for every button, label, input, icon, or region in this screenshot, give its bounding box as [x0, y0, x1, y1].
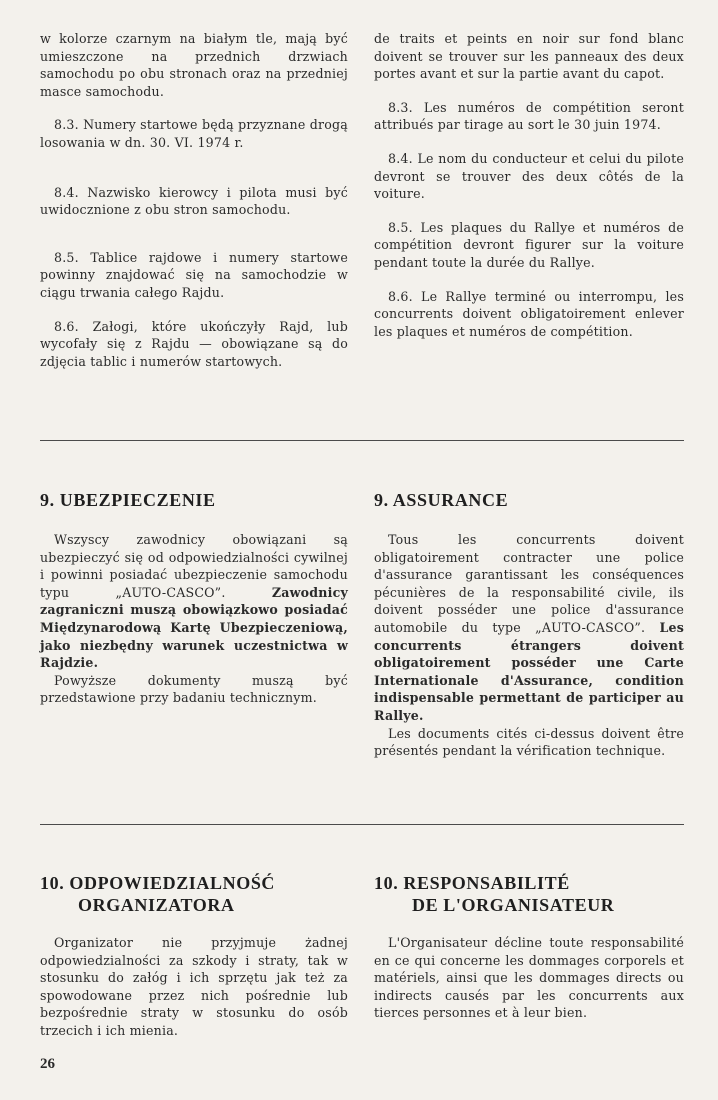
paragraph-8-5-fr: 8.5. Les plaques du Rallye et numéros de compétition devront figurer sur la voiture pendant toute la durée du Rallye. [374, 219, 684, 270]
paragraph-continuation-pl: w kolorze czarnym na białym tle, mają być umieszczone na przednich drzwiach samochodu po obu stronach oraz na przedniej masce samochodu. [40, 31, 348, 99]
section-10-title-pl-line-2: ORGANIZATORA [78, 895, 235, 915]
paragraph-8-6-pl: 8.6. Załogi, które ukończyły Rajd, lub wycofały się z Rajdu — obowiązane są do zdjęcia tablic i numerów startowych. [40, 318, 348, 369]
section-10-title-pl [40, 872, 348, 916]
section-9-title-fr: 9. ASSURANCE [374, 490, 509, 510]
paragraph-8-4-fr: 8.4. Le nom du conducteur et celui du pilote devront se trouver des deux côtés de la voiture. [374, 150, 684, 202]
section-10-title-fr [374, 872, 684, 916]
paragraph-8-4-pl: 8.4. Nazwisko kierowcy i pilota musi być uwidocznione z obu stron samochodu. [40, 184, 348, 218]
section-9-title-pl: 9. UBEZPIECZENIE [40, 490, 216, 510]
section-9-fr-bold-text: Les concurrents étrangers doivent obligatoirement posséder une Carte Internationale d'Assurance, condition indispensable permettant de participer au Rallye. [374, 619, 684, 723]
section-9-pl-text: Wszyscy zawodnicy obowiązani są ubezpieczyć się od odpowiedzialności cywilnej i powinni posiadać ubezpieczenie samochodu typu „AUTO-CASCO”. [40, 532, 348, 600]
section-10-fr-paragraph-1: L'Organisateur décline toute responsabilité en ce qui concerne les dommages corporels et matériels, ainsi que les dommages directs ou indirects causés par les concurrents aux tierces personnes et à leur bien. [374, 935, 684, 1021]
section-9-pl-bold-text: Zawodnicy zagraniczni muszą obowiązkowo posiadać Międzynarodową Kartę Ubezpieczeniową, jako niezbędny warunek uczestnictwa w Rajdzie. [40, 584, 348, 671]
paragraph-continuation-fr: de traits et peints en noir sur fond blanc doivent se trouver sur les panneaux des deux portes avant et sur la partie avant du capot. [374, 31, 684, 82]
page-number: 26 [40, 1056, 55, 1072]
divider-1 [40, 440, 684, 441]
section-9-fr-text: Tous les concurrents doivent obligatoirement contracter une police d'assurance garantissant les conséquences pécunières de la responsabilité civile, ils doivent posséder une police d'assurance automobile du type „AUTO-CASCO”. [374, 532, 684, 635]
paragraph-8-6-fr: 8.6. Le Rallye terminé ou interrompu, les concurrents doivent obligatoirement enlever les plaques et numéros de compétition. [374, 288, 684, 339]
top-left-column [40, 30, 348, 370]
section-9-fr-paragraph-2: Les documents cités ci-dessus doivent être présentés pendant la vérification technique. [374, 725, 684, 759]
paragraph-8-5-pl: 8.5. Tablice rajdowe i numery startowe powinny znajdować się na samochodzie w ciągu trwania całego Rajdu. [40, 249, 348, 300]
section-9-pl [40, 490, 348, 707]
paragraph-8-3-pl: 8.3. Numery startowe będą przyznane drogą losowania w dn. 30. VI. 1974 r. [40, 117, 348, 150]
section-10-title-pl-line-1: 10. ODPOWIEDZIALNOŚĆ [40, 873, 276, 893]
section-10-pl-paragraph-1: Organizator nie przyjmuje żadnej odpowiedzialności za szkody i straty, tak w stosunku do załóg i ich sprzętu jak też za spowodowane przez nich pośrednie lub bezpośrednie straty w stosunku do osób trzecich i ich mienia. [40, 935, 348, 1038]
section-10-title-fr-line-1: 10. RESPONSABILITÉ [374, 873, 570, 893]
section-10-pl [40, 872, 348, 1040]
section-9-pl-paragraph-2: Powyższe dokumenty muszą być przedstawione przy badaniu technicznym. [40, 672, 348, 706]
section-9-fr-paragraph-1 [374, 531, 684, 725]
divider-2 [40, 824, 684, 825]
section-9-pl-paragraph-1 [40, 531, 348, 672]
top-right-column [374, 30, 684, 340]
section-10-fr [374, 872, 684, 1022]
paragraph-8-3-fr: 8.3. Les numéros de compétition seront attribués par tirage au sort le 30 juin 1974. [374, 99, 684, 133]
section-9-fr [374, 490, 684, 760]
section-10-title-fr-line-2: DE L'ORGANISATEUR [412, 895, 615, 915]
